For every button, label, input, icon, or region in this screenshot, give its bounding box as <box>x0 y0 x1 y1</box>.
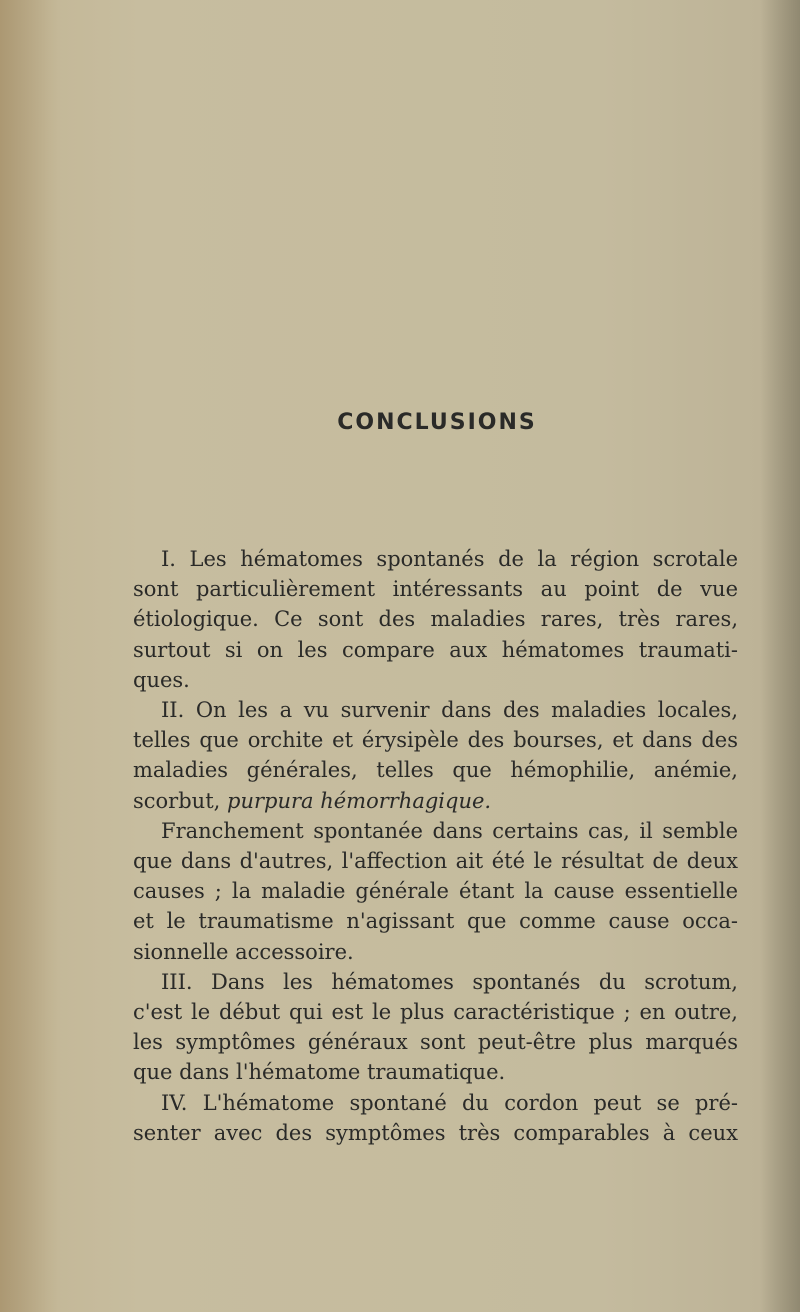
text-line: sionnelle accessoire. <box>133 939 354 964</box>
text-line-with-italic <box>133 786 738 816</box>
page-edge-shadow <box>760 0 800 1312</box>
text-line: IV. L'hématome spontané du cordon peut se pré- <box>161 1090 738 1115</box>
text-line: étiologique. Ce sont des maladies rares, très rares, <box>133 607 738 632</box>
text-line: surtout si on les compare aux hématomes traumati- <box>133 637 738 662</box>
text-line: Franchement spontanée dans certains cas, il semble <box>161 818 738 843</box>
text-line: sont particulièrement intéressants au point de vue <box>133 577 738 602</box>
text-line: les symptômes généraux sont peut-être plus marqués <box>133 1030 738 1055</box>
text-line: II. On les a vu survenir dans des maladies locales, <box>161 698 738 723</box>
text-line: ques. <box>133 667 190 692</box>
text-line: que dans d'autres, l'affection ait été le résultat de deux <box>133 849 738 874</box>
text-line: maladies générales, telles que hémophilie, anémie, <box>133 758 738 783</box>
text-line: c'est le début qui est le plus caractéristique ; en outre, <box>133 1000 738 1025</box>
italic-term: purpura hémorrhagique. <box>227 788 492 813</box>
text-line: que dans l'hématome traumatique. <box>133 1060 506 1085</box>
text-line: I. Les hématomes spontanés de la région scrotale <box>161 547 738 571</box>
page-title: CONCLUSIONS <box>337 410 537 435</box>
text-line: senter avec des symptômes très comparables à ceux <box>133 1120 738 1145</box>
text-line: et le traumatisme n'agissant que comme cause occa- <box>133 909 738 934</box>
text-line: III. Dans les hématomes spontanés du scrotum, <box>161 969 738 994</box>
body-text <box>133 544 738 1148</box>
text-line: causes ; la maladie générale étant la cause essentielle <box>133 879 738 904</box>
page-spine-shadow <box>0 0 60 1312</box>
text-line: telles que orchite et érysipèle des bourses, et dans des <box>133 728 738 753</box>
text-fragment: scorbut, <box>133 788 221 813</box>
